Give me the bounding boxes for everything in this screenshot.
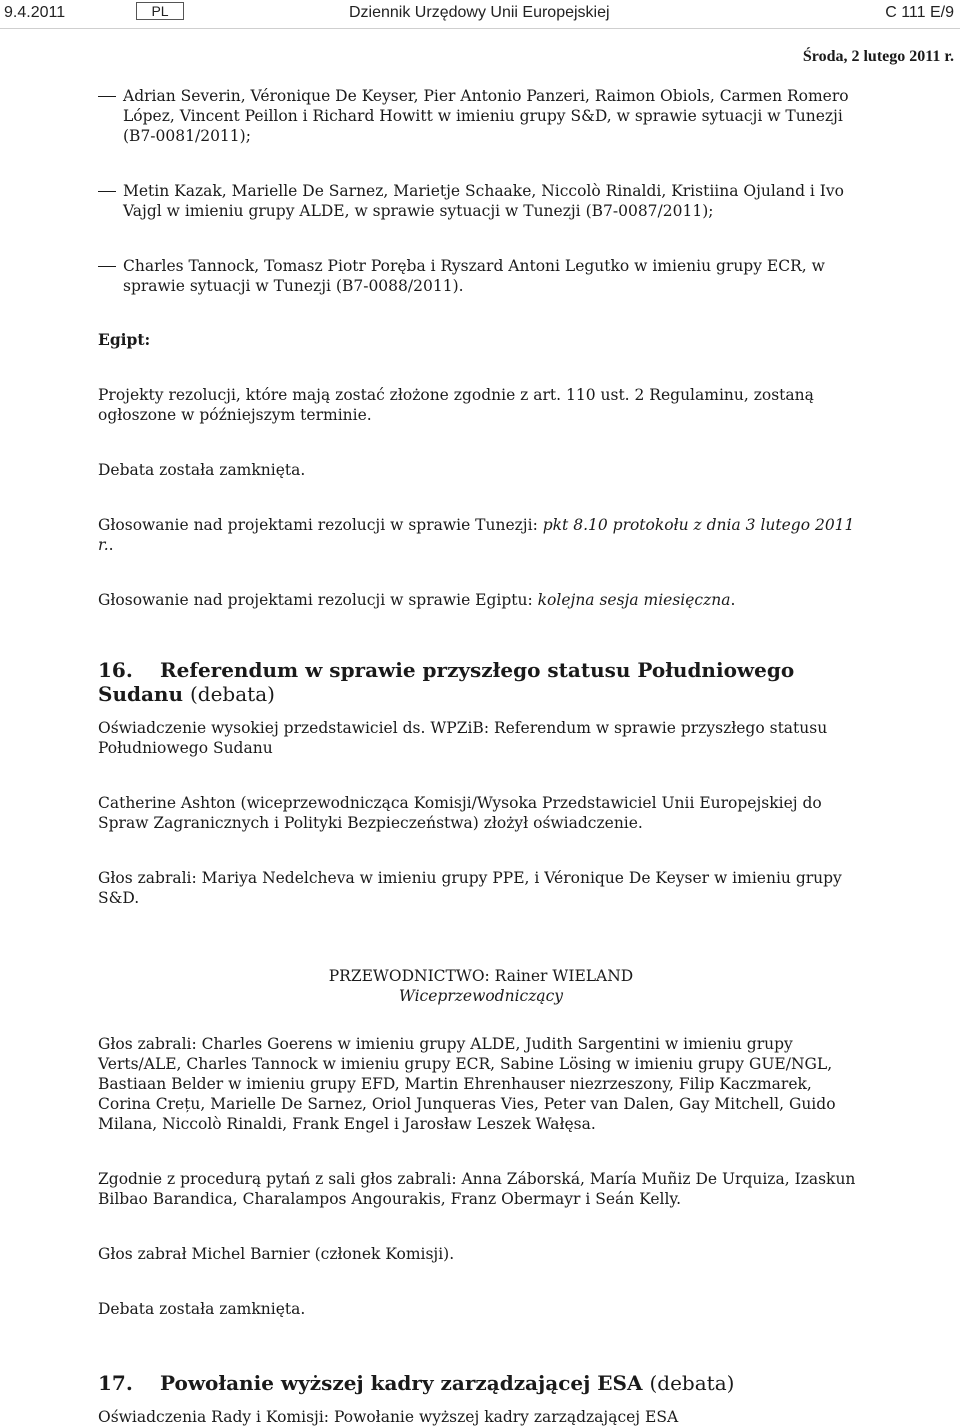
item-suffix: (debata) xyxy=(189,682,275,706)
item-16-ashton: Catherine Ashton (wiceprzewodnicząca Komisji/Wysoka Przedstawiciel Unii Europejskiej do Spraw Zagranicznych i Polityki Bezpieczeństwa) złożył oświadczenie. xyxy=(98,794,822,832)
vote-tunisia-text: Głosowanie nad projektami rezolucji w sprawie Tunezji: xyxy=(98,516,543,534)
item-16-catch-the-eye: Zgodnie z procedurą pytań z sali głos zabrali: Anna Záborská, María Muñiz De Urquiza, Izaskun Bilbao Barandica, Charalampos Angourakis, Franz Obermayr i Seán Kelly. xyxy=(98,1170,856,1208)
item-title: Powołanie wyższej kadry zarządzającej ESA xyxy=(160,1371,643,1395)
item-17-heading xyxy=(98,1371,864,1395)
item-number: 17. xyxy=(98,1371,133,1395)
item-title: Referendum w sprawie przyszłego statusu Południowego Sudanu xyxy=(98,658,795,706)
page-reference: C 111 E/9 xyxy=(885,4,954,21)
motion-item: Charles Tannock, Tomasz Piotr Poręba i Ryszard Antoni Legutko w imieniu grupy ECR, w sprawie sytuacji w Tunezji (B7-0088/2011). xyxy=(98,256,864,296)
item-16-barnier: Głos zabrał Michel Barnier (członek Komisji). xyxy=(98,1245,455,1263)
item-16-speakers: Głos zabrali: Mariya Nedelcheva w imieniu grupy PPE, i Véronique De Keyser w imieniu grupy S&D. xyxy=(98,869,842,907)
item-16-heading xyxy=(98,658,864,706)
vote-egypt-end: . xyxy=(730,591,736,609)
item-number: 16. xyxy=(98,658,133,682)
motion-item: Metin Kazak, Marielle De Sarnez, Marietje Schaake, Niccolò Rinaldi, Kristiina Ojuland i Ivo Vajgl w imieniu grupy ALDE, w sprawie sytuacji w Tunezji (B7-0087/2011); xyxy=(98,181,864,221)
egypt-text: Projekty rezolucji, które mają zostać złożone zgodnie z art. 110 ust. 2 Regulaminu, zostaną ogłoszone w późniejszym terminie. xyxy=(98,386,814,424)
document-body xyxy=(98,86,864,1427)
sitting-date: Środa, 2 lutego 2011 r. xyxy=(802,48,954,65)
vote-egypt-text: Głosowanie nad projektami rezolucji w sprawie Egiptu: xyxy=(98,591,538,609)
item-16-statement: Oświadczenie wysokiej przedstawiciel ds. WPZiB: Referendum w sprawie przyszłego statusu Południowego Sudanu xyxy=(98,719,828,757)
item-suffix: (debata) xyxy=(649,1371,735,1395)
language-badge: PL xyxy=(136,2,184,20)
journal-title: Dziennik Urzędowy Unii Europejskiej xyxy=(349,4,610,21)
publication-date: 9.4.2011 xyxy=(4,4,66,21)
journal-header xyxy=(0,0,960,29)
vote-egypt-ref: kolejna sesja miesięczna xyxy=(537,591,731,609)
motion-item: Adrian Severin, Véronique De Keyser, Pier Antonio Panzeri, Raimon Obiols, Carmen Romero López, Vincent Peillon i Richard Howitt w imieniu grupy S&D, w sprawie sytuacji w Tunezji (B7-0081/2011); xyxy=(98,86,864,146)
debate-closed-note: Debata została zamknięta. xyxy=(98,461,306,479)
vote-tunisia-ref: pkt 8.10 protokołu z dnia 3 lutego 2011 r. xyxy=(98,516,855,554)
chair-notice xyxy=(98,966,864,1006)
vote-tunisia xyxy=(98,515,864,555)
item-17-statement: Oświadczenia Rady i Komisji: Powołanie wyższej kadry zarządzającej ESA xyxy=(98,1408,679,1426)
chair-name: PRZEWODNICTWO: Rainer WIELAND xyxy=(328,967,634,985)
vote-tunisia-end: . xyxy=(108,536,114,554)
item-16-speakers-2: Głos zabrali: Charles Goerens w imieniu grupy ALDE, Judith Sargentini w imieniu grupy Verts/ALE, Charles Tannock w imieniu grupy ECR, Sabine Lösing w imieniu grupy GUE/NGL, Bastiaan Belder w imieniu grupy EFD, Martin Ehrenhauser niezrzeszony, Filip Kaczmarek, Corina Crețu, Marielle De Sarnez, Oriol Junqueras Vies, Peter van Dalen, Gay Mitchell, Guido Milana, Niccolò Rinaldi, Frank Engel i Jarosław Leszek Wałęsa. xyxy=(98,1035,836,1133)
vote-egypt xyxy=(98,590,864,610)
egypt-heading: Egipt: xyxy=(98,330,151,349)
item-16-closed: Debata została zamknięta. xyxy=(98,1300,306,1318)
chair-role: Wiceprzewodniczący xyxy=(398,987,564,1005)
